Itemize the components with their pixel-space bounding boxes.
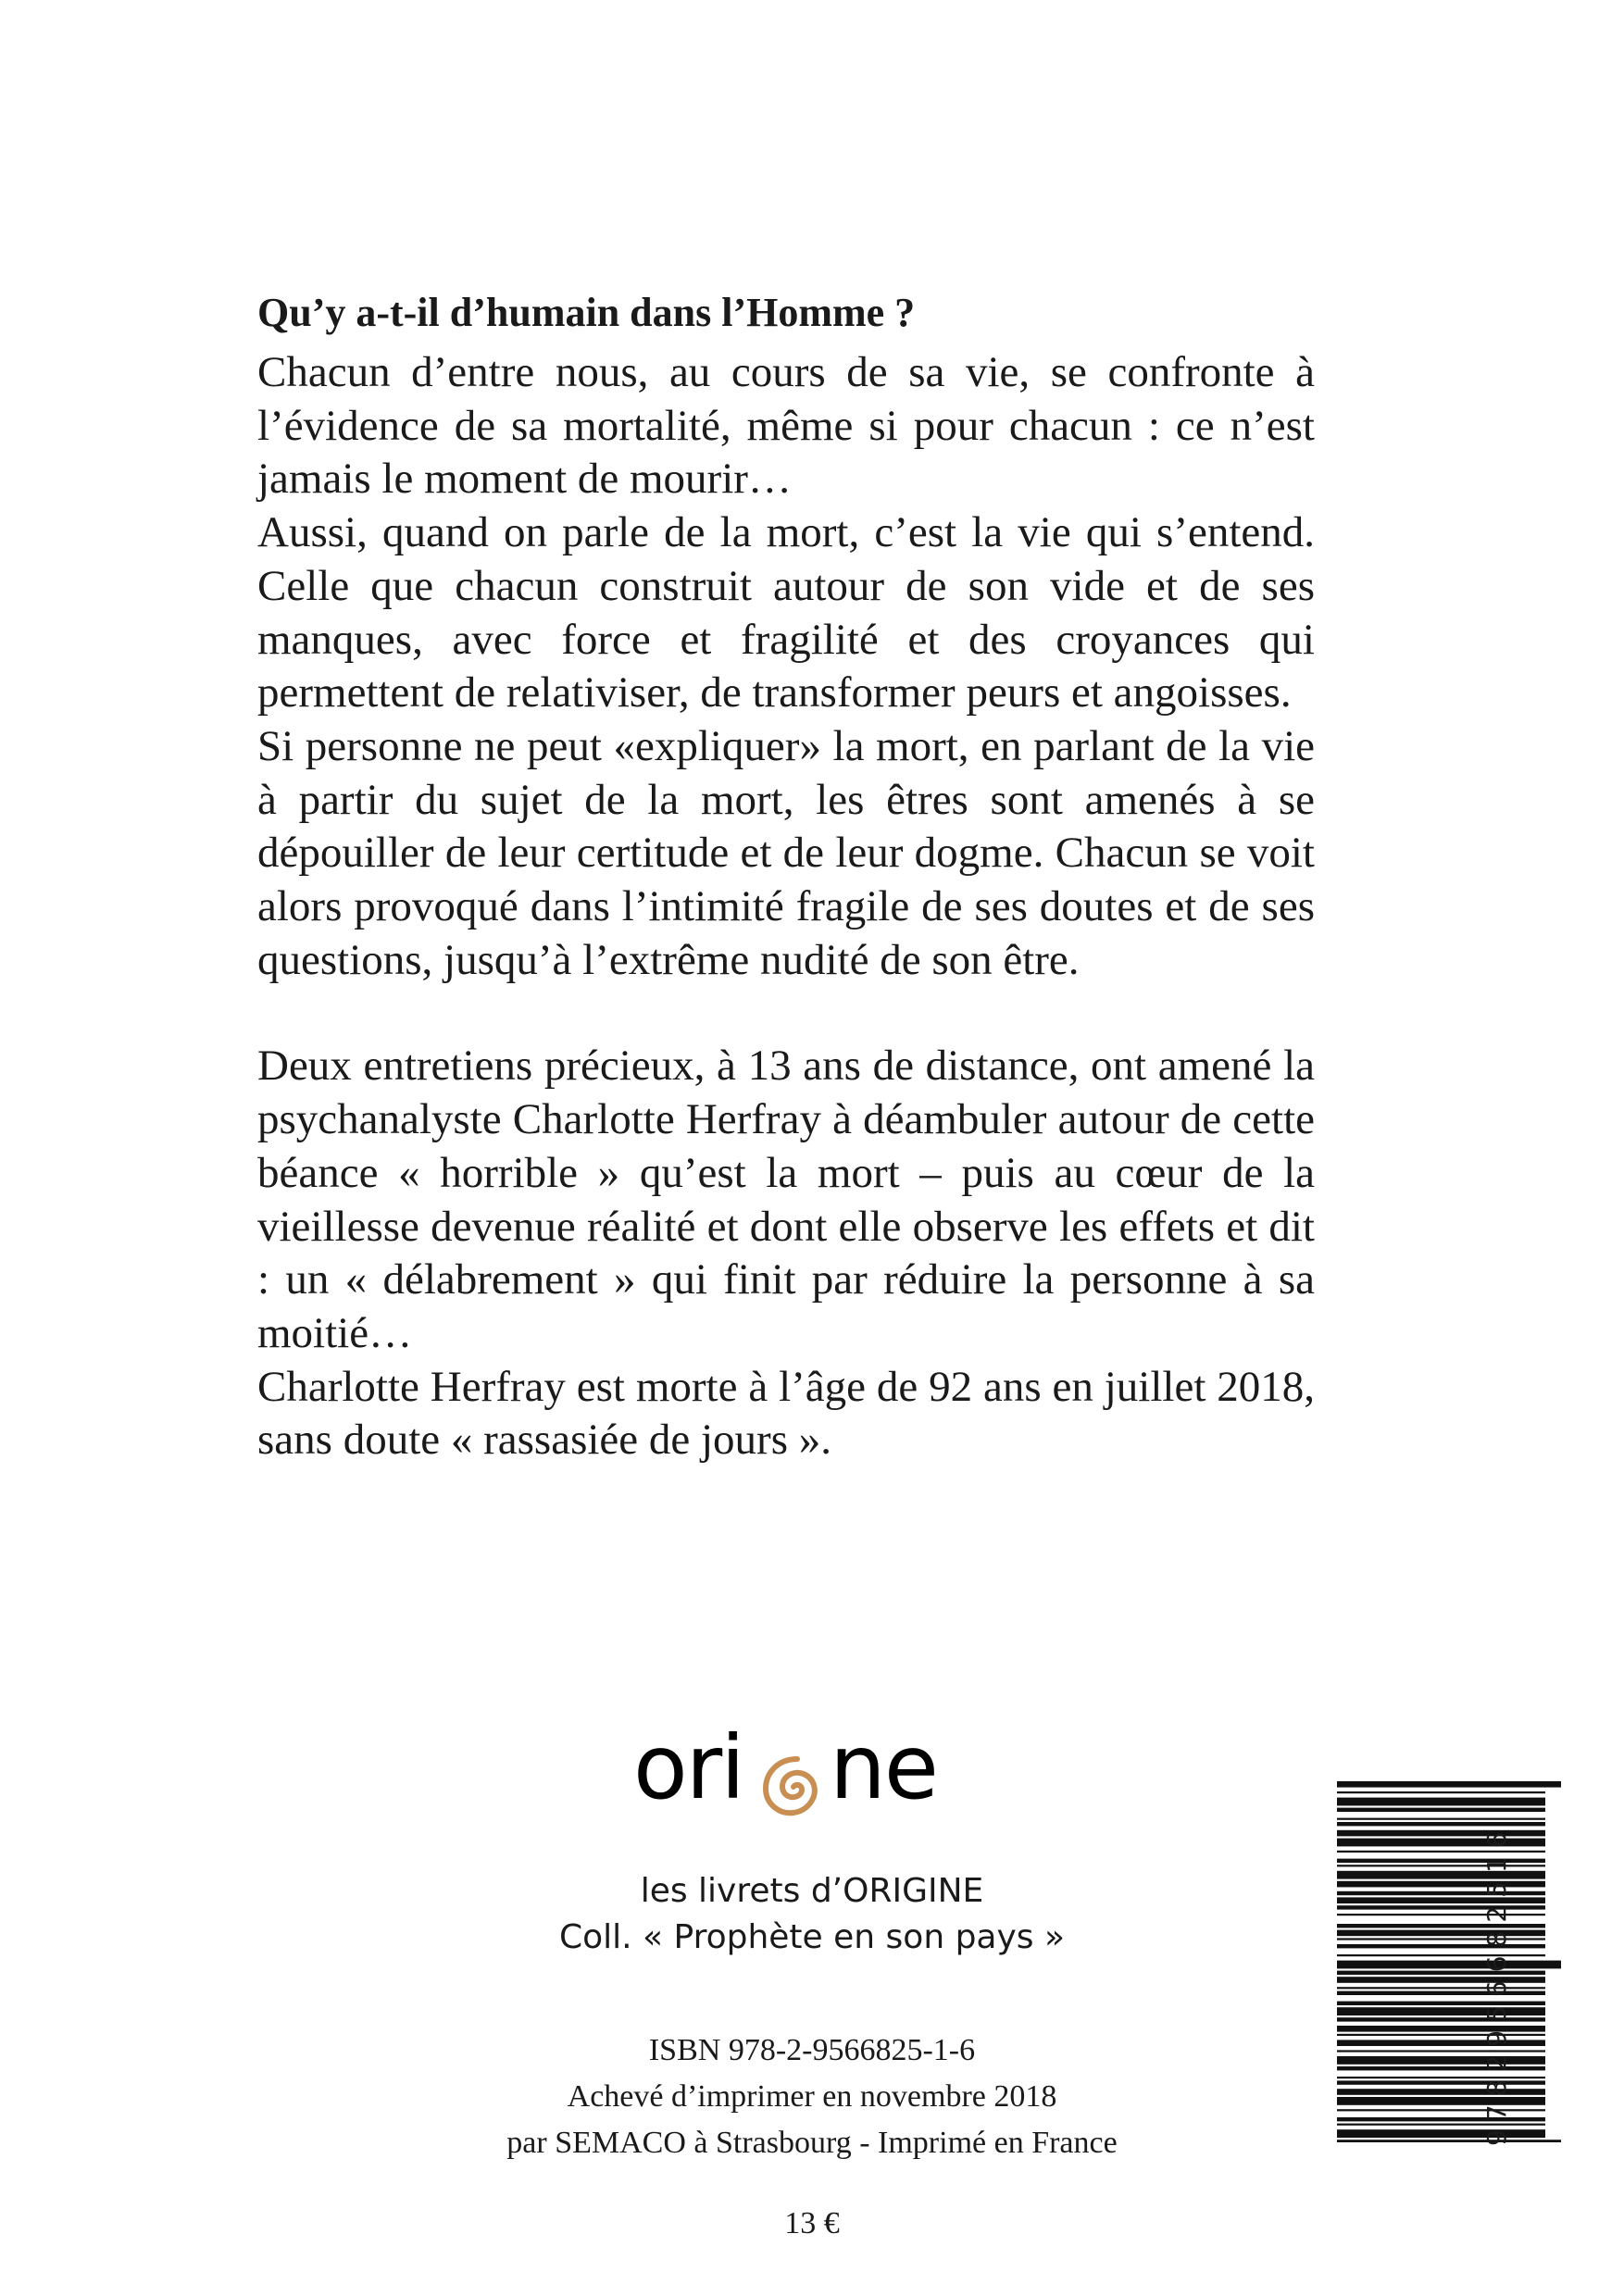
origine-logo	[633, 1731, 939, 1833]
barcode-bar	[1337, 1924, 1545, 1928]
barcode-bar	[1337, 1830, 1545, 1837]
isbn: ISBN 978-2-9566825-1-6	[648, 2033, 976, 2067]
barcode-bar	[1337, 1851, 1545, 1853]
barcode-bar	[1337, 2140, 1561, 2142]
barcode-bar	[1337, 2007, 1545, 2015]
barcode-bar	[1337, 1905, 1545, 1909]
barcode-bar	[1337, 1977, 1545, 1983]
barcode-bar	[1337, 2034, 1545, 2036]
barcode-bar	[1337, 1798, 1545, 1806]
barcode-bar	[1337, 1897, 1545, 1903]
barcode-bars	[1337, 1781, 1561, 2142]
printer: par SEMACO à Strasbourg - Imprimé en France	[506, 2126, 1118, 2160]
spiral-icon	[766, 1759, 815, 1813]
barcode-bar	[1337, 2026, 1545, 2032]
barcode-bar	[1337, 1791, 1545, 1793]
collection-line-1: les livrets d’ORIGINE	[640, 1872, 984, 1910]
paragraph: Charlotte Herfray est morte à l’âge de 92 ans en juillet 2018, sans doute « rassasiée de jours ».	[257, 1362, 1315, 1465]
price: 13 €	[784, 2206, 840, 2240]
barcode-bar	[1337, 1987, 1545, 1989]
barcode-bar	[1337, 1822, 1545, 1826]
barcode-bar	[1337, 2089, 1545, 2095]
barcode-bar	[1337, 1930, 1545, 1937]
barcode-bar	[1337, 2129, 1545, 2138]
barcode-bar	[1337, 2080, 1545, 2084]
barcode-bar	[1337, 1971, 1545, 1975]
barcode-bar	[1337, 1954, 1545, 1956]
back-cover-text	[257, 287, 1315, 1467]
barcode-bar	[1337, 1781, 1561, 1788]
barcode-bar	[1337, 1944, 1545, 1948]
barcode	[1337, 1781, 1561, 2142]
barcode-bar	[1337, 1938, 1545, 1940]
barcode-bar	[1337, 1865, 1545, 1866]
paragraph: Aussi, quand on parle de la mort, c’est la vie qui s’entend. Celle que chacun construit autour de son vide et de ses manques, avec force et fragilité et des croyances qui permettent de relativiser, de transformer peurs et angoisses.	[257, 508, 1315, 718]
barcode-bar	[1337, 1891, 1545, 1895]
paragraph: Chacun d’entre nous, au cours de sa vie, se confronte à l’évidence de sa mortalité, même si pour chacun : ce n’est jamais le moment de mourir…	[257, 348, 1315, 504]
collection-line-2: Coll. « Prophète en son pays »	[558, 1918, 1066, 1956]
barcode-bar	[1337, 2077, 1545, 2078]
barcode-bar	[1337, 2097, 1545, 2105]
barcode-bar	[1337, 2117, 1545, 2121]
barcode-bar	[1337, 1991, 1545, 1995]
paragraph: Si personne ne peut «expliquer» la mort, en parlant de la vie à partir du sujet de la mort, les êtres sont amenés à se dépouiller de leur certitude et de leur dogme. Chacun se voit alors provoqué dans l’intimité fragile de ses doutes et de ses questions, jusqu’à l’extrême nudité de son être.	[257, 721, 1315, 984]
barcode-bar	[1337, 2056, 1545, 2065]
barcode-bar	[1337, 1859, 1545, 1863]
barcode-bar	[1337, 2017, 1545, 2021]
barcode-bar	[1337, 1808, 1545, 1812]
barcode-bar	[1337, 2050, 1545, 2052]
barcode-bar	[1337, 2124, 1545, 2126]
barcode-bar	[1337, 1871, 1545, 1879]
barcode-bar	[1337, 1818, 1545, 1820]
barcode-bar	[1337, 2066, 1545, 2070]
origine-logo-svg	[633, 1731, 939, 1833]
barcode-bar	[1337, 2109, 1545, 2111]
barcode-bar	[1337, 1961, 1561, 1969]
barcode-bar	[1337, 1881, 1545, 1888]
barcode-bar	[1337, 1839, 1545, 1847]
logo-text-right: ne	[830, 1731, 937, 1819]
logo-text-left: ori	[633, 1731, 743, 1819]
paragraph: Deux entretiens précieux, à 13 ans de distance, ont amené la psychanalyste Charlotte Herfray à déambuler autour de cette béance « horrible » qu’est la mort – puis au cœur de la vieillesse devenue réalité et dont elle observe les effets et dit : un « délabrement » qui finit par réduire la personne à sa moitié…	[257, 1042, 1315, 1357]
barcode-bar	[1337, 1914, 1545, 1915]
barcode-bar	[1337, 2040, 1545, 2046]
heading: Qu’y a-t-il d’humain dans l’Homme ?	[257, 290, 916, 335]
barcode-digits: 9782956682516	[1481, 1823, 1512, 2146]
paragraph-gap	[257, 987, 1315, 1040]
printed-date: Achevé d’imprimer en novembre 2018	[567, 2079, 1057, 2114]
barcode-bar	[1337, 2002, 1545, 2005]
